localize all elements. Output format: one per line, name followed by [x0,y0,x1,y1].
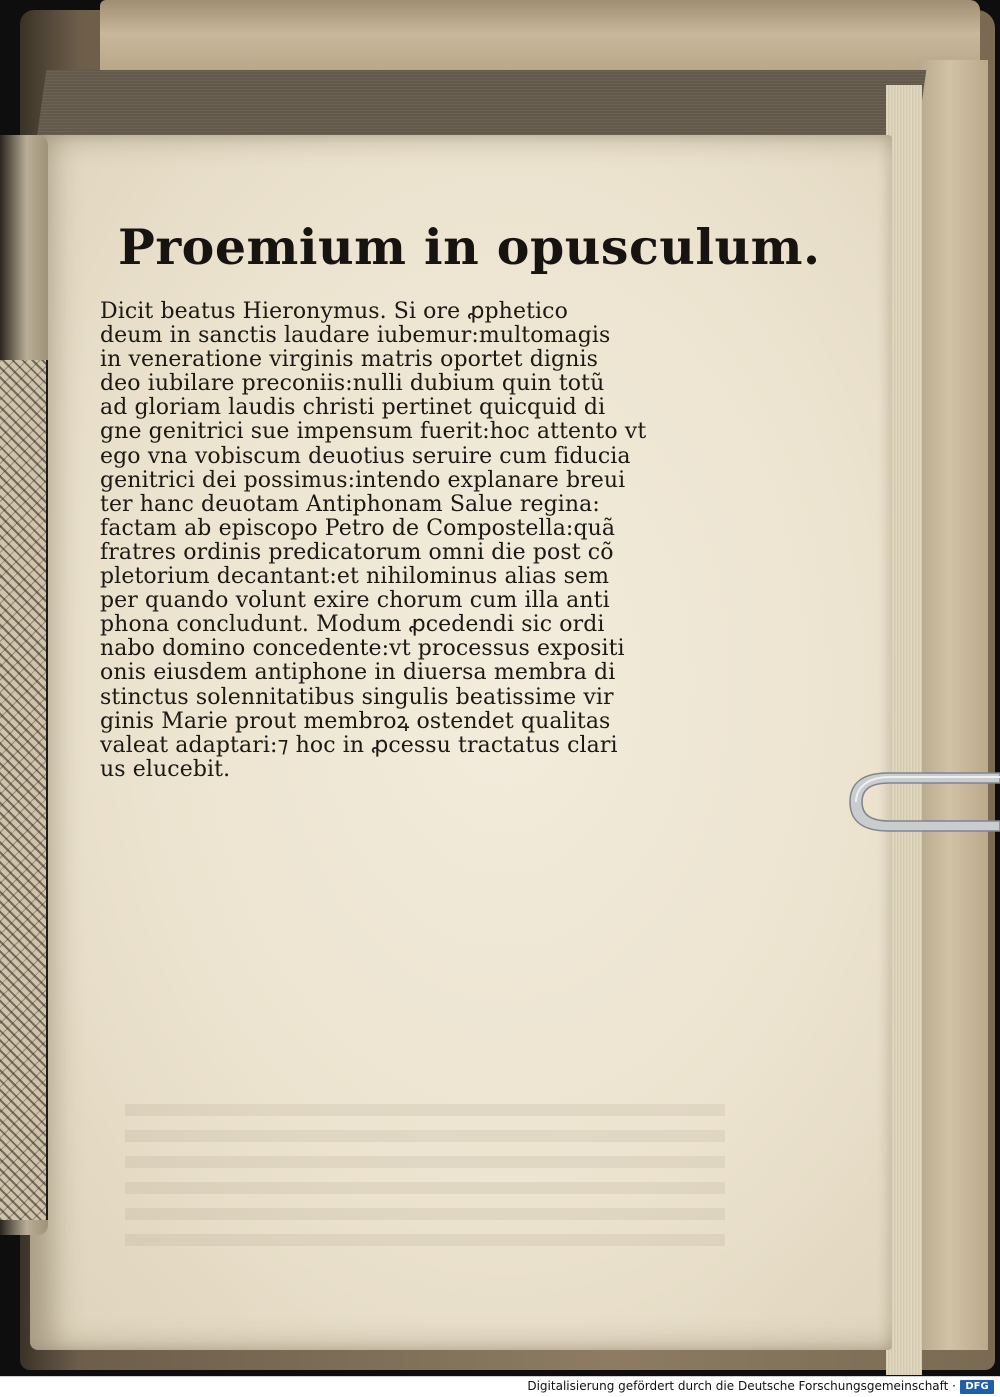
text-line: per quando volunt exire chorum cum illa anti [100,588,610,614]
text-block [100,300,646,782]
text-line: Dicit beatus Hieronymus. Si ore ꝓphetico [100,299,568,324]
page-title: Proemium in opusculum. [118,218,821,276]
text-line: gne genitrici sue impensum fuerit:hoc attento vt [100,419,647,445]
text-line: onis eiusdem antiphone in diuersa membra di [100,660,616,686]
text-line: ego vna vobiscum deuotius seruire cum fiducia [100,443,631,469]
text-line: ad gloriam laudis christi pertinet quicquid di [100,395,606,421]
binding-right-edge [918,60,988,1350]
text-line: valeat adaptari:⁊ hoc in ꝓcessu tractatus clari [100,732,618,758]
text-line: genitrici dei possimus:intendo explanare breui [100,467,626,493]
text-line: deo iubilare preconiis:nulli dubium quin totũ [100,371,605,397]
text-line: fratres ordinis predicatorum omni die post cõ [100,539,614,565]
text-line: us elucebit. [100,756,231,782]
binding-top-edge [100,0,980,75]
text-line: nabo domino concedente:vt processus expositi [100,636,625,662]
woodcut-illustration [0,360,48,1220]
text-line: deum in sanctis laudare iubemur:multomagis [100,323,611,349]
text-line: ter hanc deuotam Antiphonam Salue regina: [100,491,600,517]
text-line: ginis Marie prout membroꝝ ostendet qualitas [100,708,611,734]
book-clamp [848,765,1000,839]
text-line: factam ab episcopo Petro de Compostella:quã [100,515,616,541]
footer-bar [0,1376,1000,1397]
text-line: pletorium decantant:et nihilominus alias sem [100,564,610,590]
text-line: phona concludunt. Modum ꝓcedendi sic ordi [100,612,605,638]
text-line: in veneratione virginis matris oportet dignis [100,347,598,373]
ink-show-through [125,1090,725,1250]
dfg-logo: DFG [960,1380,994,1394]
text-line: stinctus solennitatibus singulis beatissime vir [100,684,614,710]
funding-credit: Digitalisierung gefördert durch die Deutsche Forschungsgemeinschaft · [527,1379,956,1393]
